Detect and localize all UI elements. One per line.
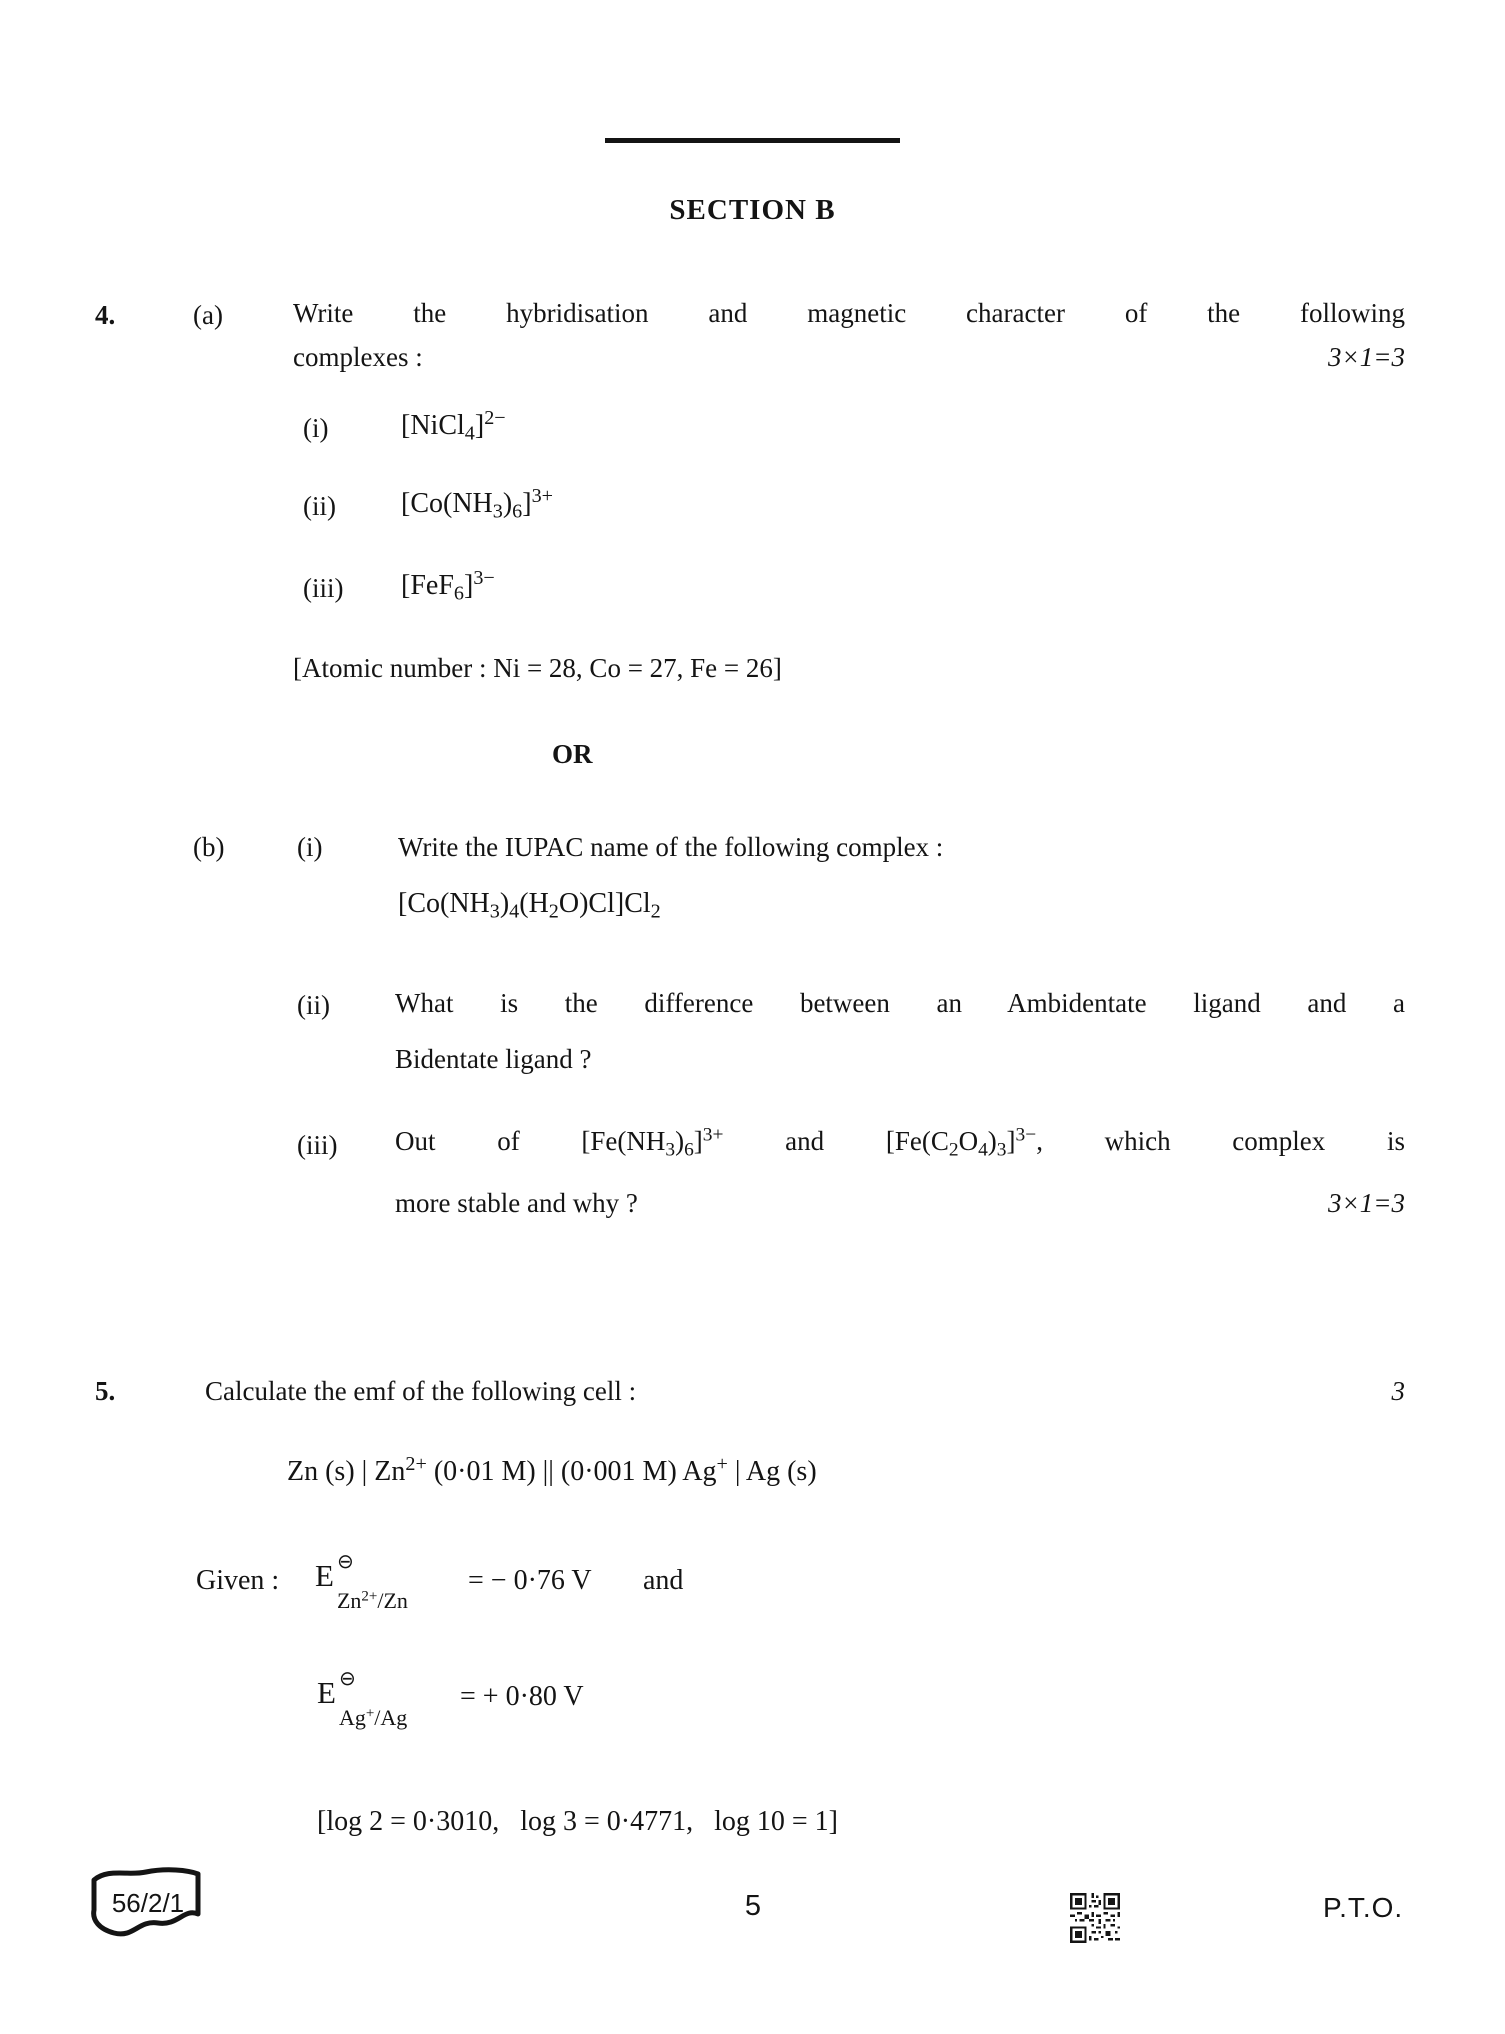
q5-log-note: [log 2 = 0·3010, log 3 = 0·4771, log 10 = 1] (317, 1806, 839, 1837)
q5-text: Calculate the emf of the following cell : (205, 1376, 637, 1406)
q5-e2-couple: Ag+/Ag (338, 1705, 408, 1730)
q4b-item-ii-line2: Bidentate ligand ? (395, 1044, 592, 1074)
q5-e2-value: = + 0·80 V (460, 1681, 584, 1712)
q4b-item-i-formula: $[Co(NH_3)_4(H_2O)Cl]Cl_2$ (398, 888, 661, 923)
q4a-item-i-label: (i) (303, 413, 329, 443)
q4b-item-ii-label: (ii) (297, 990, 330, 1020)
qr-code-icon (1068, 1893, 1122, 1943)
q4-part-b-label: (b) (193, 832, 225, 862)
or-separator: OR (552, 739, 593, 769)
q4b-item-i-text: Write the IUPAC name of the following complex : (398, 832, 944, 862)
standard-state-icon: ⊖ (336, 1549, 354, 1573)
question-4-number: 4. (95, 300, 116, 330)
q4b-item-iii-label: (iii) (297, 1130, 338, 1160)
q4a-item-i-formula: [NiCl$_4$]$^{2-}$ (401, 406, 506, 445)
paper-code: 56/2/1 (111, 1888, 185, 1918)
q5-e1-and: and (643, 1565, 684, 1596)
q4b-item-ii-line1: What is the difference between an Ambidentate ligand and a (395, 988, 1405, 1018)
q5-e1-symbol: E (315, 1558, 334, 1593)
q4b-item-iii-marks: 3×1=3 (1328, 1188, 1405, 1218)
page-number: 5 (744, 1890, 762, 1922)
q4a-text-line2: complexes : (293, 342, 423, 372)
q5-e1-potential (315, 1549, 408, 1613)
q5-e1-couple: $Zn^{2+}/Zn$ (336, 1588, 408, 1613)
q4a-item-ii-label: (ii) (303, 491, 336, 521)
top-divider-line (605, 138, 900, 143)
q5-e1-value: = − 0·76 V (468, 1565, 592, 1596)
q5-e2-potential (317, 1666, 408, 1730)
q4-part-a-label: (a) (193, 300, 223, 330)
q4b-item-i-label: (i) (297, 832, 323, 862)
question-5-number: 5. (95, 1376, 116, 1406)
q4b-item-iii-line2: more stable and why ? (395, 1188, 638, 1218)
section-title: SECTION B (669, 194, 836, 226)
q4a-item-ii-formula: $[Co(NH_3)_6]^{3+}$ (401, 484, 554, 523)
pto-label: P.T.O. (1323, 1892, 1404, 1923)
q4a-item-iii-label: (iii) (303, 573, 344, 603)
q5-cell-notation: Zn (s) | $Zn^{2+}$ (0·01 M) || (0·001 M) Ag+ | Ag (s) (287, 1452, 817, 1487)
q4a-item-iii-formula: $[FeF_6]^{3-}$ (401, 566, 495, 605)
q5-given-label: Given : (196, 1565, 280, 1596)
q5-e2-symbol: E (317, 1675, 336, 1710)
q5-marks: 3 (1391, 1376, 1405, 1406)
q4a-text-line1: Write the hybridisation and magnetic character of the following (293, 298, 1405, 328)
standard-state-icon: ⊖ (338, 1666, 356, 1690)
q4b-item-iii-line1: Out of $[Fe(NH_3)_6]^{3+}$ and $[Fe(C_2O_4)_3]^{3-}$, which complex is (395, 1124, 1405, 1161)
q4a-atomic-number-note: [Atomic number : Ni = 28, Co = 27, Fe = 26] (293, 653, 782, 683)
q4a-marks: 3×1=3 (1328, 342, 1405, 372)
